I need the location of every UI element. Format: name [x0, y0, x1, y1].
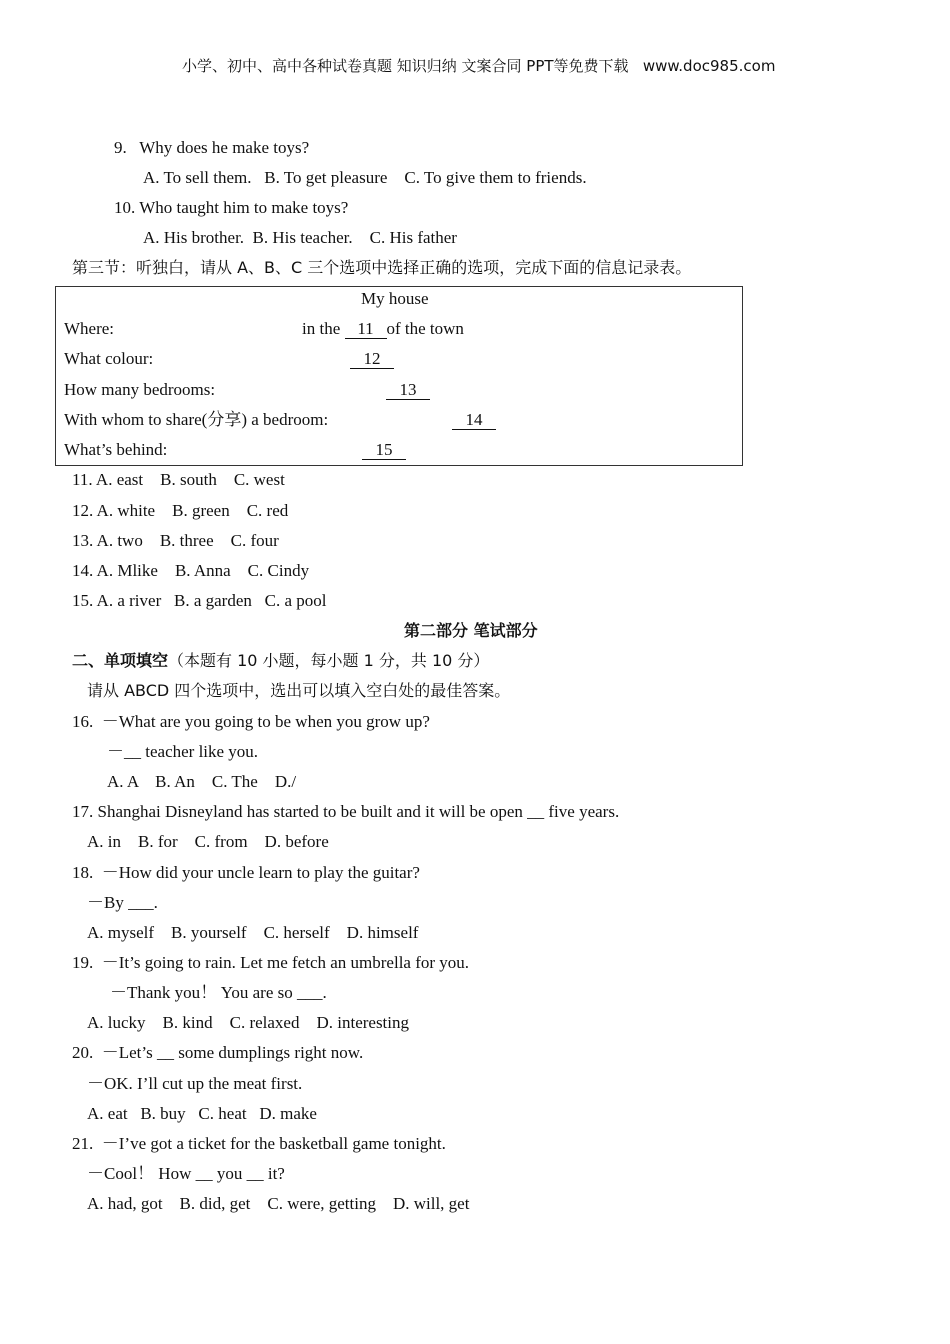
question-18-reply: －By ___.	[87, 893, 158, 912]
info-table-title: My house	[361, 289, 429, 308]
where-label: Where:	[64, 319, 115, 338]
question-10: 10. Who taught him to make toys?	[114, 198, 349, 217]
question-18-options: A. myself B. yourself C. herself D. himself	[87, 923, 419, 942]
behind-label: What’s behind:	[64, 440, 168, 459]
question-19-reply: －Thank you！ You are so ___.	[110, 983, 327, 1002]
answer-13: 13. A. two B. three C. four	[72, 531, 279, 550]
where-post: of the town	[386, 319, 464, 338]
question-16-options: A. A B. An C. The D./	[107, 772, 297, 791]
question-10-options: A. His brother. B. His teacher. C. His father	[143, 228, 457, 247]
section-2-heading	[72, 651, 489, 671]
question-20: 20. －Let’s __ some dumplings right now.	[72, 1043, 364, 1062]
behind-value	[362, 440, 406, 460]
where-value	[302, 319, 464, 339]
section-2-note: （本题有 10 小题，每小题 1 分，共 10 分）	[168, 651, 490, 670]
where-pre: in the	[302, 319, 341, 338]
section-2-instruction: 请从 ABCD 四个选项中，选出可以填入空白处的最佳答案。	[87, 681, 511, 700]
question-17: 17. Shanghai Disneyland has started to be built and it will be open __ five years.	[72, 802, 620, 821]
question-16: 16. －What are you going to be when you grow up?	[72, 712, 430, 731]
colour-label: What colour:	[64, 349, 154, 368]
question-9: 9. Why does he make toys?	[114, 138, 310, 157]
section-3-heading: 第三节：听独白，请从 A、B、C 三个选项中选择正确的选项，完成下面的信息记录表。	[72, 258, 692, 277]
question-18: 18. －How did your uncle learn to play the guitar?	[72, 863, 420, 882]
bedrooms-value	[386, 380, 430, 400]
answer-15: 15. A. a river B. a garden C. a pool	[72, 591, 327, 610]
section-2-title: 二、单项填空	[72, 651, 169, 670]
question-21-options: A. had, got B. did, get C. were, getting D. will, get	[87, 1194, 470, 1213]
info-table	[55, 286, 743, 466]
blank-14: 14	[452, 411, 496, 430]
question-17-options: A. in B. for C. from D. before	[87, 832, 329, 851]
question-21-reply: －Cool！ How __ you __ it?	[87, 1164, 285, 1183]
part-2-title: 第二部分 笔试部分	[404, 621, 538, 640]
blank-11: 11	[345, 320, 387, 339]
question-21: 21. －I’ve got a ticket for the basketball game tonight.	[72, 1134, 446, 1153]
question-19: 19. －It’s going to rain. Let me fetch an umbrella for you.	[72, 953, 470, 972]
blank-12: 12	[350, 350, 394, 369]
share-value	[452, 410, 496, 430]
bedrooms-label: How many bedrooms:	[64, 380, 216, 399]
blank-15: 15	[362, 441, 406, 460]
answer-11: 11. A. east B. south C. west	[72, 470, 285, 489]
colour-value	[350, 349, 394, 369]
question-20-options: A. eat B. buy C. heat D. make	[87, 1104, 317, 1123]
share-label: With whom to share(分享) a bedroom:	[64, 410, 329, 429]
answer-12: 12. A. white B. green C. red	[72, 501, 289, 520]
question-20-reply: －OK. I’ll cut up the meat first.	[87, 1074, 303, 1093]
question-16-reply: －__ teacher like you.	[107, 742, 259, 761]
question-19-options: A. lucky B. kind C. relaxed D. interesting	[87, 1013, 410, 1032]
answer-14: 14. A. Mlike B. Anna C. Cindy	[72, 561, 310, 580]
question-9-options: A. To sell them. B. To get pleasure C. To give them to friends.	[143, 168, 587, 187]
blank-13: 13	[386, 381, 430, 400]
page-header: 小学、初中、高中各种试卷真题 知识归纳 文案合同 PPT等免费下载 www.doc985.com	[182, 57, 776, 75]
